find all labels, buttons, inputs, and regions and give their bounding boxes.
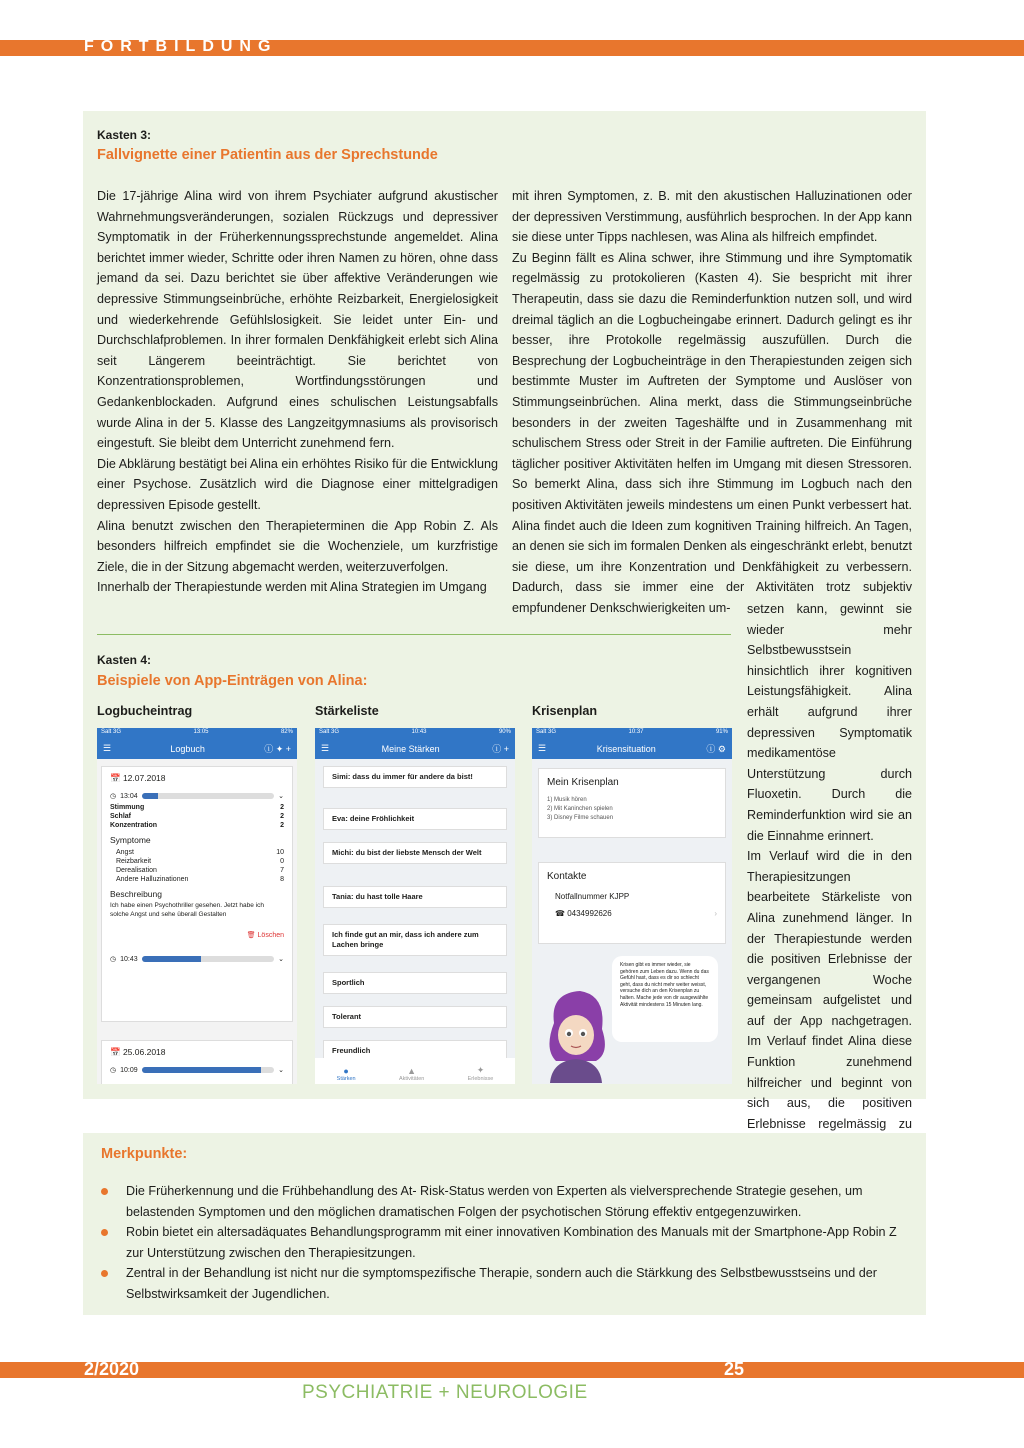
- plan-item: 2) Mit Kaninchen spielen: [547, 806, 613, 812]
- nav-title: Logbuch: [170, 743, 205, 754]
- paragraph: Im Verlauf wird die in den Therapiesitzungen bearbeitete Stärkeliste von Alina zunehmend länger. In der Therapiestunde werden die positiven Erlebnisse der vergangenen Woche gemeinsam aufgelistet und auf der App nachgetragen. Im Verlauf findet Alina diese Funktion zunehmend hilfreicher und beginnt von sich aus, die positiven Erlebnisse regelmässig zu: [747, 849, 912, 1131]
- staerke-item[interactable]: Eva: deine Fröhlichkeit: [323, 808, 507, 830]
- entry-time-row[interactable]: ◷ 10:09 ⌄: [110, 1066, 284, 1074]
- top-bar: [0, 40, 1024, 56]
- beschreibung-text: Ich habe einen Psychothriller gesehen. Jetzt habe ich solche Angst und sehe überall Gestalten: [110, 902, 264, 918]
- paragraph: setzen kann, gewinnt sie wieder mehr Selbstbewusstsein hinsichtlich ihrer kognitiven Leistungsfähigkeit. Alina erhält aufgrund ihrer depressiven Symptomatik medikamentöse Unterstützung durch Fluoxetin. Durch die Reminderfunktion wird sie an die Einnahme erinnert.: [747, 602, 912, 843]
- rating-row: [110, 804, 284, 811]
- plan-item: 1) Musik hören: [547, 797, 587, 803]
- tab-bar: [315, 1058, 515, 1084]
- status-bar: [315, 728, 515, 738]
- bullet-icon: [101, 1270, 108, 1277]
- kasten4-title: Beispiele von App-Einträgen von Alina:: [97, 673, 368, 689]
- chevron-down-icon[interactable]: ⌄: [278, 956, 284, 963]
- beschreibung-title: Beschreibung: [110, 889, 162, 899]
- entry-date: 📅 12.07.2018: [110, 773, 166, 783]
- log-entry-card: [101, 766, 293, 1022]
- merkpunkt-item: Zentral in der Behandlung ist nicht nur die symptomspezifische Therapie, sondern auch die Stärkkung des Selbstbewusstseins und der Selbstwirksamkeit der Jugendlichen.: [101, 1263, 901, 1304]
- status-bar: [97, 728, 297, 738]
- level-fill: [142, 793, 158, 799]
- paragraph: Alina benutzt zwischen den Therapieterminen die App Robin Z. Als besonders hilfreich empfindet sie die Wochenziele, um kurzfristige Ziele, die in der Sitzung abgemacht werden, weiterzuverfolgen.: [97, 518, 498, 574]
- kontakte-title: Kontakte: [547, 871, 587, 882]
- chevron-down-icon[interactable]: ⌄: [278, 1067, 284, 1074]
- clock-icon: ◷: [110, 1067, 117, 1074]
- issue-number: 2/2020: [84, 1359, 140, 1379]
- kasten3-column-2: [512, 186, 912, 618]
- phone-icon: ☎: [555, 909, 565, 918]
- logbuch-screenshot: [97, 728, 297, 1084]
- tab-aktivitaeten[interactable]: ▲ Aktivitäten: [398, 1066, 425, 1082]
- info-plus-icon[interactable]: ⓘ ✦ +: [264, 744, 291, 754]
- staerke-item[interactable]: Michi: du bist der liebste Mensch der Welt: [323, 842, 507, 864]
- running-icon: ▲: [407, 1066, 417, 1076]
- battery: 82%: [280, 729, 293, 735]
- ratings-list: [110, 804, 284, 829]
- bullet-icon: [101, 1229, 108, 1236]
- paragraph: mit ihren Symptomen, z. B. mit den akustischen Halluzinationen oder der depressiven Verstimmung, ausführlich besprochen. In der App kann sie diese unter Tipps nachlesen, was Alina als hilfreich empfindet.: [512, 189, 912, 245]
- shot-label-staerken: Stärkeliste: [315, 704, 379, 718]
- staerken-screenshot: [315, 728, 515, 1084]
- staerke-item[interactable]: Sportlich: [323, 972, 507, 994]
- clock: 13:05: [193, 729, 209, 735]
- contact-phone-row[interactable]: ☎ 0434992626 ›: [555, 909, 717, 918]
- journal-name: PSYCHIATRIE + NEUROLOGIE: [302, 1382, 588, 1403]
- row-label: Konzentration: [110, 822, 158, 829]
- avatar-character-icon: [540, 983, 610, 1083]
- nav-bar: [532, 738, 732, 759]
- paragraph: Zu Beginn fällt es Alina schwer, ihre Stimmung und ihre Symptomatik regelmässig zu protokolieren (Kasten 4). Sie bespricht mit ihrer Therapeutin, dass sie dazu die Reminderfunktion nutzen soll, und wird dreimal täglich an die Logbucheingabe erinnert. Dadurch gelingt es ihr besser, ihre Protokolle regelmässig auszufüllen. Durch die Besprechung der Logbucheinträge in den Therapiestunden zeigen sich bestimmte Muster im Auftreten der Symptome und Auslöser von Stimmungseinbrüchen. Alina merkt, dass die Stimmungseinbrüche besonders in der zweiten Tageshälfte und in Zusammenhang mit schulischem Stress oder Streit in der Familie auftreten. Die Einführung täglicher positiver Aktivitäten helfen im Umgang mit diesen Stressoren. So bemerkt Alina, dass sich ihre Stimmung im Logbuch nach den positiven Aktivitäten jeweils mindestens um einen Punkt verbessert hat. Alina findet auch die Ideen zum kognitiven Training hilfreich. An Tagen, an denen sie sich im formalen Denken als eingeschränkt erlebt, benutzt sie diese, um ihre Konzentration und Denkfähigkeit zu verbessern. Dadurch, dass sie immer eine der Aktivitäten trotz subjektiv empfundener Denkschwierigkeiten um-: [512, 250, 912, 615]
- merkpunkte-box: [83, 1133, 926, 1315]
- person-icon: ●: [343, 1066, 349, 1076]
- entry-level-bar: [142, 793, 274, 799]
- tab-erlebnisse[interactable]: ✦ Erlebnisse: [467, 1065, 494, 1082]
- krisenplan-title: Mein Krisenplan: [547, 777, 619, 788]
- row-value: 2: [280, 822, 284, 829]
- kasten3-column-1: [97, 186, 498, 598]
- bottom-bar: [0, 1362, 1024, 1378]
- bullet-icon: [101, 1188, 108, 1195]
- merkpunkt-item: Die Früherkennung und die Frühbehandlung des At- Risk-Status werden von Experten als vielversprechende Strategie gesehen, um belastenden Symptomen und den möglichen dramatischen Folgen der psychotischen Störung effektiv entgegenzuwirken.: [101, 1181, 901, 1222]
- nav-title: Krisensituation: [596, 743, 656, 754]
- carrier: Salt 3G: [536, 729, 557, 735]
- row-label: Stimmung: [110, 804, 145, 811]
- menu-icon[interactable]: ☰: [538, 743, 547, 753]
- row-label: Reizbarkeit: [116, 858, 152, 865]
- staerke-item[interactable]: Ich finde gut an mir, dass ich andere zum Lachen bringe: [323, 924, 507, 956]
- kasten3-label: Kasten 3:: [97, 128, 152, 142]
- paragraph: Die 17-jährige Alina wird von ihrem Psychiater aufgrund akustischer Wahrnehmungsveränderungen, sozialen Rückzugs und depressiver Symptomatik in der Früherkennungssprechstunde angemeldet. Alina berichtet immer wieder, Schritte oder ihren Namen zu hören, ohne dass jemand da sei. Dazu berichtet sie über affektive Veränderungen wie depressive Stimmungseinbrüche, erhöhte Reizbarkeit, Energielosigkeit und wiederkehrende Gefühlslosigkeit. Sie leidet unter Ein- und Durchschlafproblemen. In ihrer formalen Denkfähigkeit erlebt sich Alina seit Längerem beeinträchtigt. Sie berichtet von Konzentrationsproblemen, Wortfindungsstörungen und Gedankenblockaden. Aufgrund eines schulischen Leistungsabfalls wurde Alina in der 5. Klasse des Langzeitgymnasiums als provisorisch eingestuft. Sie bleibt dem Unterricht zunehmend fern.: [97, 189, 498, 451]
- row-label: Andere Halluzinationen: [116, 876, 189, 883]
- rating-row: [110, 822, 284, 829]
- row-label: Angst: [116, 849, 134, 856]
- battery: 91%: [715, 729, 728, 735]
- rating-row: [116, 876, 284, 883]
- symptome-title: Symptome: [110, 835, 151, 845]
- rating-row: [116, 858, 284, 865]
- nav-title: Meine Stärken: [381, 743, 440, 754]
- nav-bar: [315, 738, 515, 759]
- menu-icon[interactable]: ☰: [103, 743, 112, 753]
- row-value: 7: [280, 867, 284, 874]
- plan-item: 3) Disney Filme schauen: [547, 815, 614, 821]
- info-gear-icon[interactable]: ⓘ ⚙: [706, 744, 726, 754]
- page-number: 25: [724, 1359, 745, 1379]
- divider: [97, 634, 731, 635]
- entry-level-bar: [142, 1067, 274, 1073]
- paragraph: Innerhalb der Therapiestunde werden mit Alina Strategien im Umgang: [97, 580, 487, 595]
- speech-bubble: Krisen gibt es immer wieder, sie gehören zum Leben dazu. Wenn du das Gefühl hast, dass es dir so schlecht geht, dass du nicht mehr weiter weisst, versuche dich an den Krisenplan zu halten. Mache jede von dir ausgewählte Aktivität mindestens 15 Minuten lang.: [612, 956, 718, 1042]
- staerke-item[interactable]: Freundlich: [323, 1040, 507, 1062]
- staerke-item[interactable]: Tolerant: [323, 1006, 507, 1028]
- entry-date: 📅 25.06.2018: [110, 1047, 166, 1057]
- staerke-item[interactable]: Tania: du hast tolle Haare: [323, 886, 507, 908]
- carrier: Salt 3G: [319, 729, 340, 735]
- kasten3-title: Fallvignette einer Patientin aus der Sprechstunde: [97, 147, 438, 163]
- symptome-list: [110, 849, 284, 883]
- row-value: 0: [280, 858, 284, 865]
- staerke-item[interactable]: Simi: dass du immer für andere da bist!: [323, 766, 507, 788]
- rating-row: [110, 813, 284, 820]
- menu-icon[interactable]: ☰: [321, 743, 330, 753]
- chevron-down-icon[interactable]: ⌄: [278, 793, 284, 800]
- section-label: FORTBILDUNG: [84, 38, 278, 55]
- carrier: Salt 3G: [101, 729, 122, 735]
- chevron-right-icon: ›: [714, 909, 717, 918]
- shot-label-krise: Krisenplan: [532, 704, 598, 718]
- kontakte-card: [538, 862, 726, 944]
- log-entry-card: [101, 1040, 293, 1084]
- entry-level-bar: [142, 956, 274, 962]
- tab-staerken[interactable]: ● Stärken: [336, 1066, 356, 1082]
- kasten3-column-3: [747, 599, 912, 1155]
- entry-time-row[interactable]: ◷ 10:43 ⌄: [110, 955, 284, 963]
- merkpunkte-title: Merkpunkte:: [101, 1146, 188, 1162]
- row-label: Derealisation: [116, 867, 157, 874]
- krise-screenshot: [532, 728, 732, 1084]
- row-value: 2: [280, 804, 284, 811]
- clock-icon: ◷: [110, 793, 117, 800]
- level-fill: [142, 956, 202, 962]
- rating-row: [116, 867, 284, 874]
- status-bar: [532, 728, 732, 738]
- row-value: 2: [280, 813, 284, 820]
- clock: 10:37: [628, 729, 644, 735]
- level-fill: [142, 1067, 261, 1073]
- shot-label-logbuch: Logbucheintrag: [97, 704, 193, 718]
- rating-row: [116, 849, 284, 856]
- delete-button[interactable]: 🗑 Löschen: [246, 932, 284, 939]
- clock: 10:43: [411, 729, 427, 735]
- info-plus-icon[interactable]: ⓘ +: [492, 744, 509, 754]
- sparkle-icon: ✦: [476, 1065, 485, 1075]
- row-value: 10: [276, 849, 284, 856]
- row-value: 8: [280, 876, 284, 883]
- paragraph: Die Abklärung bestätigt bei Alina ein erhöhtes Risiko für die Entwicklung einer Psychose. Zusätzlich wird die Diagnose einer mittelgradigen depressiven Episode gestellt.: [97, 456, 498, 512]
- nav-bar: [97, 738, 297, 759]
- merkpunkt-item: Robin bietet ein altersadäquates Behandlungsprogramm mit einer innovativen Kombination des Manuals mit der Smartphone-App Robin Z zur Unterstützung zwischen den Therapiesitzungen.: [101, 1222, 901, 1263]
- entry-time-row[interactable]: ◷ 13:04 ⌄: [110, 792, 284, 800]
- krisenplan-card: [538, 768, 726, 838]
- contact-name: Notfallnummer KJPP: [555, 892, 630, 901]
- krisenplan-items: [547, 796, 717, 823]
- battery: 90%: [498, 729, 511, 735]
- clock-icon: ◷: [110, 956, 117, 963]
- row-label: Schlaf: [110, 813, 132, 820]
- kasten4-label: Kasten 4:: [97, 653, 152, 667]
